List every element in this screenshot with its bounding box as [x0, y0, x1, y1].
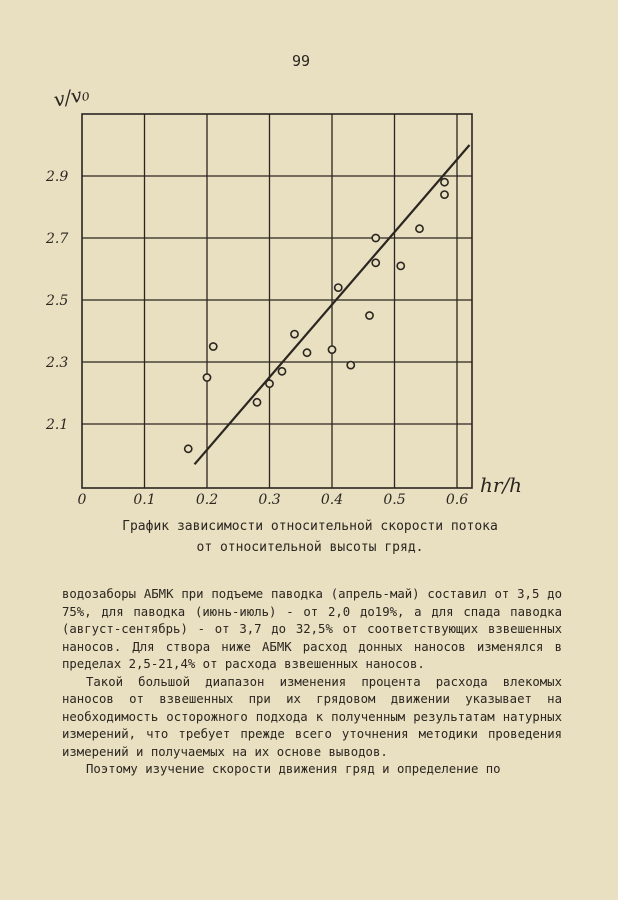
x-axis-label: hr/h — [480, 473, 523, 497]
data-point — [278, 368, 285, 375]
x-tick-label: 0 — [77, 492, 87, 508]
body-text — [62, 586, 562, 779]
data-point — [397, 262, 404, 269]
data-point — [328, 346, 335, 353]
data-point — [210, 343, 217, 350]
paragraph-1: водозаборы АБМК при подъеме паводка (апрель-май) составил от 3,5 до 75%, для паводка (июнь-июль) - от 2,0 до19%, а для спада паводка (август-сентябрь) - от 3,7 до 32,5% от соответствующих взвешенных наносов. Для створа ниже АБМК расход донных наносов изменялся в пределах 2,5-21,4% от расхода взвешенных наносов. — [62, 587, 562, 671]
data-point — [372, 259, 379, 266]
paragraph-3: Поэтому изучение скорости движения гряд и определение по — [86, 762, 501, 776]
x-tick-labels — [78, 492, 469, 508]
data-point — [441, 179, 448, 186]
data-point — [335, 284, 342, 291]
plot-frame — [82, 114, 472, 488]
x-tick-label: 0.2 — [195, 492, 219, 508]
x-tick-label: 0.4 — [320, 492, 344, 508]
x-tick-label: 0.5 — [383, 492, 406, 508]
data-point — [185, 445, 192, 452]
data-points — [185, 179, 448, 453]
y-tick-label: 2.5 — [46, 293, 69, 309]
y-tick-label: 2.1 — [46, 417, 69, 433]
x-tick-label: 0.1 — [133, 492, 156, 508]
paragraph-2: Такой большой диапазон изменения процента расхода влекомых наносов от взвешенных при их грядовом движении указывает на необходимость осторожного подхода к полученным результатам натурных измерений, что требует прежде всего уточнения методики проведения измерений и получаемых на их основе выводов. — [62, 674, 562, 759]
data-point — [347, 362, 354, 369]
y-tick-labels — [45, 169, 68, 433]
page-number: 99 — [292, 52, 311, 70]
data-point — [291, 331, 298, 338]
y-tick-label: 2.3 — [46, 355, 69, 371]
data-point — [253, 399, 260, 406]
data-point — [266, 380, 273, 387]
data-point — [441, 191, 448, 198]
chart-grid — [82, 114, 472, 488]
data-point — [372, 234, 379, 241]
data-point — [416, 225, 423, 232]
y-tick-label: 2.9 — [46, 169, 69, 185]
y-axis-label: v/v₀ — [52, 82, 92, 112]
data-point — [203, 374, 210, 381]
caption-line-1: График зависимости относительной скорости потока — [122, 519, 498, 534]
figure-caption — [60, 516, 560, 558]
x-tick-label: 0.3 — [258, 492, 281, 508]
y-tick-label: 2.7 — [46, 231, 69, 247]
caption-line-2: от относительной высоты гряд. — [196, 540, 424, 555]
x-tick-label: 0.6 — [445, 492, 469, 508]
data-point — [303, 349, 310, 356]
data-point — [366, 312, 373, 319]
